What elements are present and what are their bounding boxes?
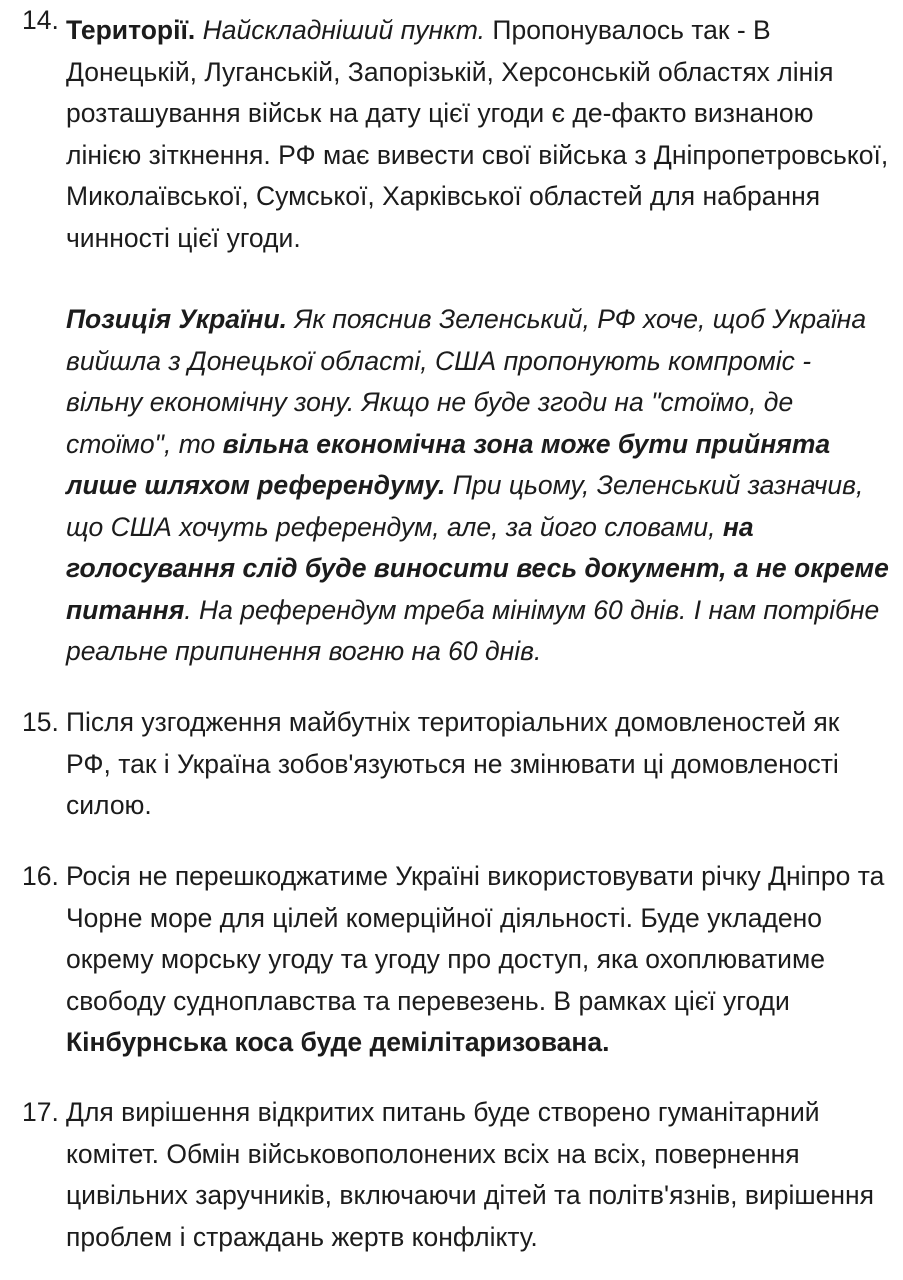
item-number: 15. (22, 707, 59, 737)
position-text: . На референдум треба мінімум 60 днів. І нам потрібне реальне припинення вогню на 60 днів. (66, 594, 880, 666)
item-subheading: Найскладніший пункт. (202, 15, 486, 45)
item-bold-text: Кінбурнська коса буде демілітаризована. (66, 1027, 610, 1057)
list-item-16 (0, 856, 903, 1064)
position-text: Як пояснив Зеленський, РФ хоче, щоб Україна вийшла з Донецької області, США пропонують компроміс - вільну економічну зону. Якщо не буде згоди на "стоїмо, де стоїмо", то (66, 304, 867, 459)
list-item-17 (0, 1092, 903, 1258)
item-text: Пропонувалось так - В Донецькій, Луганській, Запорізькій, Херсонській областях лінія розташування військ на дату цієї угоди є де-факто визнаною лінією зіткнення. РФ має вивести свої війська з Дніпропетровської, Миколаївської, Сумської, Харківської областей для набрання чинності цієї угоди. (66, 15, 889, 253)
item-heading: Території. (66, 15, 196, 45)
position-bold-text: вільна економічна зона може бути прийнята лише шляхом референдуму. (66, 428, 831, 500)
item-paragraph (66, 856, 889, 1064)
position-heading: Позиція України. (66, 304, 287, 334)
item-paragraph (66, 10, 889, 259)
position-bold-text: на голосування слід буде виносити весь документ, а не окреме питання (66, 511, 889, 625)
item-paragraph (66, 1092, 889, 1258)
item-text: Для вирішення відкритих питань буде створено гуманітарний комітет. Обмін військовополонених всіх на всіх, повернення цивільних заручників, включаючи дітей та політв'язнів, вирішення проблем і страждань жертв конфлікту. (66, 1097, 875, 1252)
item-number: 16. (22, 861, 59, 891)
item-number: 14. (22, 5, 59, 35)
item-text: Після узгодження майбутніх територіальних домовленостей як РФ, так і Україна зобов'язуються не змінювати ці домовленості силою. (66, 707, 840, 820)
position-text: При цьому, Зеленський зазначив, що США хочуть референдум, але, за його словами, (66, 470, 864, 542)
ukraine-position-paragraph (66, 299, 889, 673)
list-item-15 (0, 702, 903, 827)
item-number: 17. (22, 1097, 59, 1127)
item-text: Росія не перешкоджатиме Україні використовувати річку Дніпро та Чорне море для цілей комерційної діяльності. Буде укладено окрему морську угоду та угоду про доступ, яка охоплюватиме свободу судноплавства та перевезень. В рамках цієї угоди (66, 861, 885, 1016)
item-paragraph (66, 702, 889, 827)
